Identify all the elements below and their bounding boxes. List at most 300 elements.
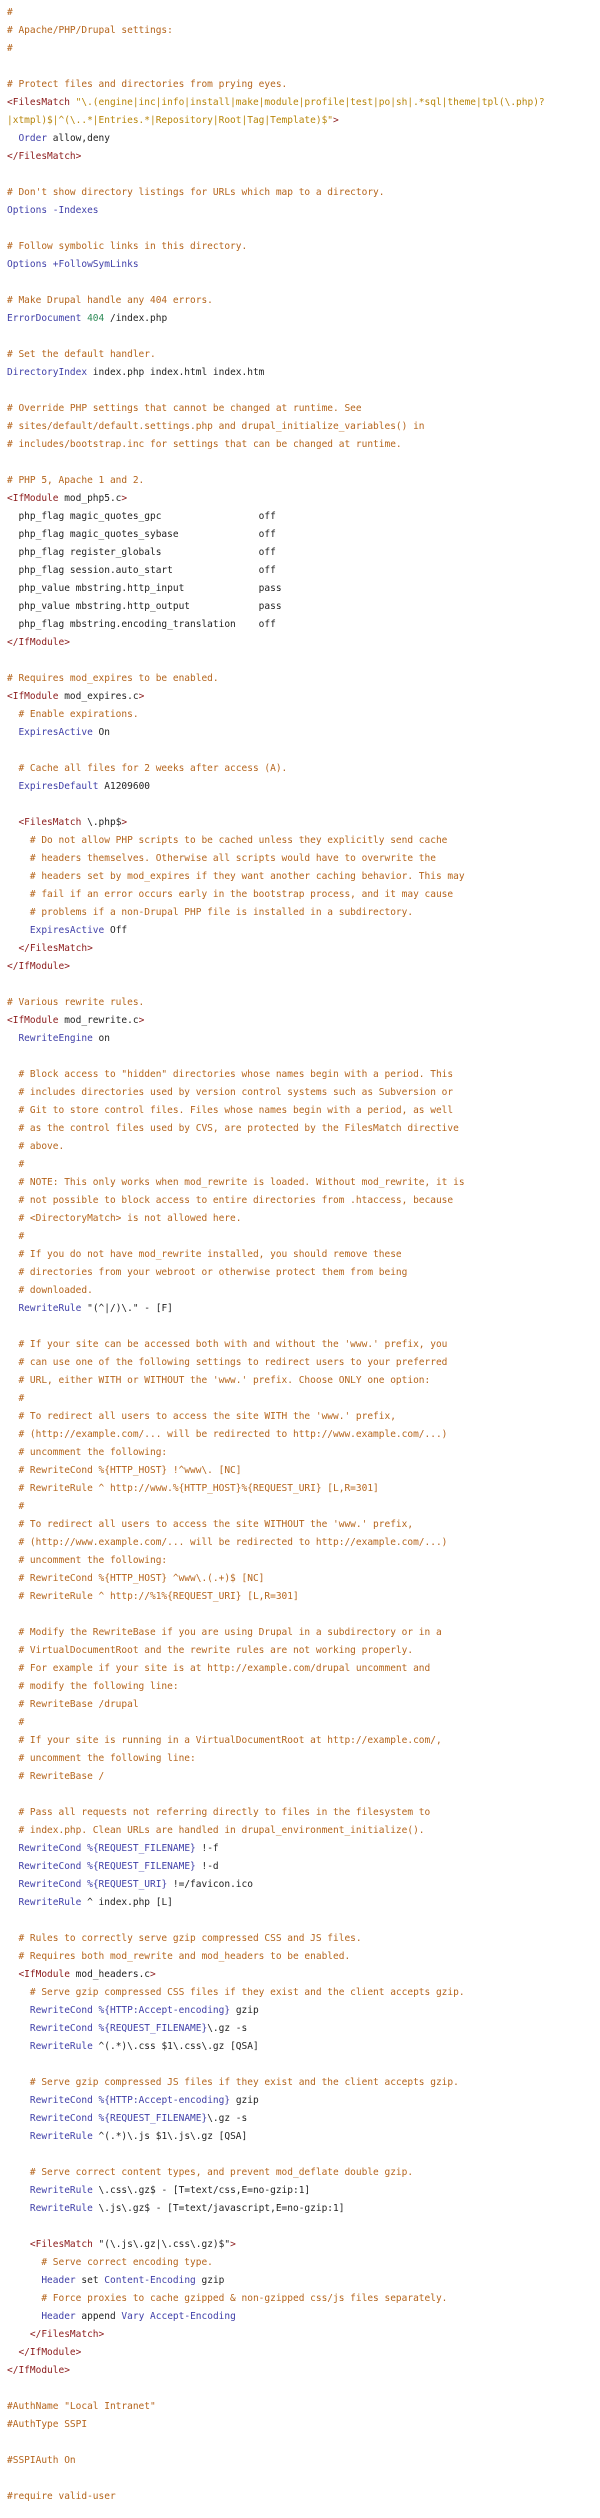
- code-line: [7, 1012, 600, 1030]
- code-token-section-tag: >: [230, 2239, 236, 2250]
- code-token-value: [7, 1303, 18, 1314]
- code-token-directive: Options: [7, 259, 48, 270]
- code-line: [7, 526, 600, 544]
- code-token-option: %{HTTP:Accept-encoding}: [92, 2005, 231, 2016]
- code-token-value: [7, 133, 18, 144]
- code-token-directive: RewriteRule: [29, 2185, 93, 2196]
- code-line: [7, 1390, 600, 1408]
- code-line: [7, 1084, 600, 1102]
- code-line: [7, 958, 600, 976]
- code-token-comment: # Override PHP settings that cannot be changed at runtime. See: [7, 403, 362, 414]
- code-token-value: php_flag session.auto_start off: [7, 565, 276, 576]
- code-token-comment: # directories from your webroot or otherwise protect them from being: [7, 1267, 408, 1278]
- code-token-comment: # NOTE: This only works when mod_rewrite is loaded. Without mod_rewrite, it is: [7, 1177, 465, 1188]
- code-token-section-tag: </FilesMatch>: [7, 151, 82, 162]
- code-token-value: gzip: [195, 2275, 225, 2286]
- code-token-directive: ErrorDocument: [7, 313, 82, 324]
- code-token-comment: # Enable expirations.: [7, 709, 139, 720]
- code-token-value: [7, 2005, 30, 2016]
- code-line: [7, 346, 600, 364]
- code-token-value: [7, 1897, 18, 1908]
- code-token-value: !=/favicon.ico: [167, 1879, 253, 1890]
- code-line: [7, 112, 600, 130]
- code-token-value: [7, 2113, 30, 2124]
- code-line: [7, 1372, 600, 1390]
- code-line: [7, 1318, 600, 1336]
- code-token-directive: Accept-Encoding: [150, 2311, 236, 2322]
- code-token-value: allow,deny: [47, 133, 110, 144]
- code-token-section-tag: </FilesMatch>: [18, 943, 93, 954]
- code-token-section-tag: <IfModule: [7, 1015, 59, 1026]
- code-line: [7, 1606, 600, 1624]
- code-line: [7, 184, 600, 202]
- code-line: [7, 490, 600, 508]
- code-token-section-tag: >: [138, 691, 145, 702]
- code-token-directive: Order: [18, 133, 48, 144]
- code-token-directive: Content-Encoding: [104, 2275, 196, 2286]
- code-line: [7, 94, 600, 112]
- code-line: [7, 1768, 600, 1786]
- code-line: [7, 1498, 600, 1516]
- code-token-directive: RewriteCond: [18, 1843, 82, 1854]
- code-line: [7, 2362, 600, 2380]
- code-token-value: [7, 2203, 30, 2214]
- code-token-comment: # Serve correct content types, and prevent mod_deflate double gzip.: [7, 2167, 414, 2178]
- code-line: [7, 580, 600, 598]
- code-line: [7, 58, 600, 76]
- code-token-comment: # Git to store control files. Files whose names begin with a period, as well: [7, 1105, 454, 1116]
- code-line: [7, 76, 600, 94]
- code-token-comment: # Apache/PHP/Drupal settings:: [7, 25, 173, 36]
- code-line: [7, 1984, 600, 2002]
- code-token-comment: # headers themselves. Otherwise all scripts would have to overwrite the: [7, 853, 436, 864]
- code-line: [7, 2326, 600, 2344]
- code-line: [7, 2092, 600, 2110]
- code-token-value: [7, 2185, 30, 2196]
- code-token-value: [7, 2131, 30, 2142]
- code-token-section-tag: >: [138, 1015, 145, 1026]
- code-token-comment: # Follow symbolic links in this directory.: [7, 241, 248, 252]
- code-line: [7, 2398, 600, 2416]
- code-token-directive: RewriteCond: [29, 2023, 93, 2034]
- code-token-comment: # uncomment the following:: [7, 1447, 168, 1458]
- code-token-comment: # To redirect all users to access the site WITHOUT the 'www.' prefix,: [7, 1519, 414, 1530]
- code-token-value: !-f: [195, 1843, 219, 1854]
- code-token-comment: # Requires both mod_rewrite and mod_headers to be enabled.: [7, 1951, 351, 1962]
- code-line: [7, 2218, 600, 2236]
- code-line: [7, 2254, 600, 2272]
- code-token-comment: # headers set by mod_expires if they want another caching behavior. This may: [7, 871, 465, 882]
- code-token-value: [7, 1861, 18, 1872]
- code-line: [7, 418, 600, 436]
- code-token-comment: # as the control files used by CVS, are protected by the FilesMatch directive: [7, 1123, 459, 1134]
- code-token-section-tag: <IfModule: [18, 1969, 70, 1980]
- code-line: [7, 328, 600, 346]
- code-line: [7, 886, 600, 904]
- code-token-comment: #: [7, 7, 13, 18]
- code-token-value: mod_rewrite.c: [58, 1015, 139, 1026]
- code-token-value: \.php$: [81, 817, 122, 828]
- code-token-value: !-d: [195, 1861, 219, 1872]
- code-token-comment: #: [7, 1717, 25, 1728]
- code-line: [7, 1408, 600, 1426]
- code-line: [7, 1642, 600, 1660]
- code-token-comment: #: [7, 1231, 25, 1242]
- code-token-option: %{REQUEST_FILENAME}: [92, 2023, 208, 2034]
- code-token-comment: # Don't show directory listings for URLs which map to a directory.: [7, 187, 385, 198]
- code-token-value: [7, 1843, 18, 1854]
- code-token-comment: # index.php. Clean URLs are handled in drupal_environment_initialize().: [7, 1825, 425, 1836]
- code-token-value: php_flag register_globals off: [7, 547, 276, 558]
- code-line: [7, 1516, 600, 1534]
- code-token-value: php_value mbstring.http_output pass: [7, 601, 282, 612]
- code-token-value: [7, 1969, 18, 1980]
- code-line: [7, 40, 600, 58]
- code-token-value: "(\.js\.gz|\.css\.gz)$": [92, 2239, 231, 2250]
- code-line: [7, 2164, 600, 2182]
- code-line: [7, 922, 600, 940]
- code-token-comment: # Do not allow PHP scripts to be cached unless they explicitly send cache: [7, 835, 448, 846]
- code-line: [7, 1696, 600, 1714]
- code-token-comment: # VirtualDocumentRoot and the rewrite rules are not working properly.: [7, 1645, 414, 1656]
- code-line: [7, 814, 600, 832]
- code-line: [7, 1840, 600, 1858]
- code-token-comment: # Cache all files for 2 weeks after access (A).: [7, 763, 288, 774]
- code-token-value: php_flag mbstring.encoding_translation off: [7, 619, 276, 630]
- code-token-value: \.js\.gz$ - [T=text/javascript,E=no-gzip:1]: [92, 2203, 345, 2214]
- code-token-section-tag: </IfModule>: [7, 961, 70, 972]
- code-line: [7, 1804, 600, 1822]
- code-line: [7, 670, 600, 688]
- code-token-comment: # If your site is running in a VirtualDocumentRoot at http://example.com/,: [7, 1735, 442, 1746]
- code-line: [7, 634, 600, 652]
- code-token-comment: # (http://example.com/... will be redirected to http://www.example.com/...): [7, 1429, 448, 1440]
- code-line: [7, 760, 600, 778]
- code-line: [7, 616, 600, 634]
- code-token-comment: # Serve gzip compressed JS files if they exist and the client accepts gzip.: [7, 2077, 459, 2088]
- code-token-directive: RewriteCond: [29, 2095, 93, 2106]
- code-token-section-tag: </IfModule>: [7, 637, 70, 648]
- code-token-directive: RewriteRule: [29, 2131, 93, 2142]
- code-token-option: %{REQUEST_FILENAME}: [81, 1861, 196, 1872]
- code-token-value: [7, 2311, 41, 2322]
- code-token-value: mod_php5.c: [58, 493, 122, 504]
- code-token-comment: # Rules to correctly serve gzip compressed CSS and JS files.: [7, 1933, 362, 1944]
- code-line: [7, 2002, 600, 2020]
- code-line: [7, 1102, 600, 1120]
- code-line: [7, 1876, 600, 1894]
- code-token-comment: # can use one of the following settings to redirect users to your preferred: [7, 1357, 448, 1368]
- code-line: [7, 1138, 600, 1156]
- code-line: [7, 1120, 600, 1138]
- code-token-comment: # For example if your site is at http://example.com/drupal uncomment and: [7, 1663, 431, 1674]
- code-line: [7, 2290, 600, 2308]
- code-line: [7, 202, 600, 220]
- code-line: [7, 2452, 600, 2470]
- code-line: [7, 2344, 600, 2362]
- code-token-value: ^(.*)\.css $1\.css\.gz [QSA]: [92, 2041, 259, 2052]
- code-token-comment: # If you do not have mod_rewrite installed, you should remove these: [7, 1249, 402, 1260]
- code-token-comment: # Requires mod_expires to be enabled.: [7, 673, 219, 684]
- code-line: [7, 688, 600, 706]
- code-token-comment: # <DirectoryMatch> is not allowed here.: [7, 1213, 242, 1224]
- code-token-comment: # To redirect all users to access the site WITH the 'www.' prefix,: [7, 1411, 396, 1422]
- code-line: [7, 2200, 600, 2218]
- code-line: [7, 2488, 600, 2506]
- code-line: [7, 2272, 600, 2290]
- code-line: [7, 976, 600, 994]
- code-token-value: On: [92, 727, 110, 738]
- code-line: [7, 2182, 600, 2200]
- code-token-comment: # RewriteCond %{HTTP_HOST} !^www\. [NC]: [7, 1465, 242, 1476]
- code-token-number: 404: [81, 313, 105, 324]
- code-line: [7, 2146, 600, 2164]
- code-line: [7, 1048, 600, 1066]
- code-line: [7, 1678, 600, 1696]
- code-line: [7, 130, 600, 148]
- code-line: [7, 1624, 600, 1642]
- code-line: [7, 400, 600, 418]
- code-line: [7, 1192, 600, 1210]
- code-token-directive: RewriteEngine: [18, 1033, 93, 1044]
- code-line: [7, 2110, 600, 2128]
- code-line: [7, 868, 600, 886]
- code-token-comment: # above.: [7, 1141, 65, 1152]
- code-token-string: |xtmpl)$|^(\..*|Entries.*|Repository|Root|Tag|Template)$": [7, 115, 334, 126]
- code-line: [7, 1336, 600, 1354]
- code-line: [7, 1264, 600, 1282]
- code-line: [7, 2380, 600, 2398]
- code-token-comment: # RewriteCond %{HTTP_HOST} ^www\.(.+)$ [NC]: [7, 1573, 265, 1584]
- code-token-value: /index.php: [104, 313, 168, 324]
- code-token-section-tag: >: [150, 1969, 156, 1980]
- code-token-option: %{REQUEST_FILENAME}: [92, 2113, 208, 2124]
- code-token-comment: # uncomment the following:: [7, 1555, 168, 1566]
- code-token-value: [7, 2239, 30, 2250]
- code-token-value: [7, 925, 30, 936]
- code-line: [7, 1912, 600, 1930]
- code-line: [7, 2056, 600, 2074]
- code-token-value: "(^|/)\." - [F]: [81, 1303, 173, 1314]
- code-token-comment: #AuthName "Local Intranet": [7, 2401, 156, 2412]
- code-token-directive: Header: [41, 2275, 76, 2286]
- code-token-option: -Indexes: [47, 205, 99, 216]
- code-token-directive: ExpiresActive: [29, 925, 105, 936]
- code-line: [7, 940, 600, 958]
- code-token-comment: #: [7, 1501, 25, 1512]
- code-line: [7, 1750, 600, 1768]
- code-token-value: \.gz -s: [207, 2113, 248, 2124]
- code-line: [7, 292, 600, 310]
- code-token-value: A1209600: [98, 781, 151, 792]
- code-line: [7, 364, 600, 382]
- code-token-directive: RewriteCond: [29, 2005, 93, 2016]
- code-token-value: ^ index.php [L]: [81, 1897, 173, 1908]
- code-line: [7, 472, 600, 490]
- code-token-value: gzip: [230, 2095, 259, 2106]
- code-line: [7, 508, 600, 526]
- code-token-value: Off: [104, 925, 128, 936]
- code-line: [7, 1156, 600, 1174]
- code-token-value: [7, 2329, 30, 2340]
- code-token-directive: Vary: [121, 2311, 145, 2322]
- code-token-value: [7, 817, 18, 828]
- code-line: [7, 2434, 600, 2452]
- code-line: [7, 1354, 600, 1372]
- code-line: [7, 2236, 600, 2254]
- code-token-value: \.gz -s: [207, 2023, 248, 2034]
- code-token-directive: Header: [41, 2311, 76, 2322]
- code-line: [7, 148, 600, 166]
- code-line: [7, 1300, 600, 1318]
- code-token-value: on: [92, 1033, 110, 1044]
- code-line: [7, 1660, 600, 1678]
- code-line: [7, 994, 600, 1012]
- code-token-value: php_value mbstring.http_input pass: [7, 583, 282, 594]
- code-line: [7, 1786, 600, 1804]
- code-token-comment: #require valid-user: [7, 2491, 116, 2502]
- code-token-directive: RewriteRule: [18, 1897, 82, 1908]
- code-token-directive: ExpiresActive: [18, 727, 93, 738]
- code-line: [7, 904, 600, 922]
- code-line: [7, 742, 600, 760]
- code-line: [7, 1030, 600, 1048]
- code-line: [7, 1210, 600, 1228]
- code-token-value: [7, 2023, 30, 2034]
- code-token-option: +FollowSymLinks: [47, 259, 139, 270]
- code-line: [7, 706, 600, 724]
- code-token-option: %{REQUEST_URI}: [81, 1879, 168, 1890]
- code-token-directive: RewriteCond: [18, 1861, 82, 1872]
- code-token-comment: # Serve gzip compressed CSS files if they exist and the client accepts gzip.: [7, 1987, 465, 1998]
- code-line: [7, 4, 600, 22]
- code-token-section-tag: >: [333, 115, 339, 126]
- code-token-option: %{HTTP:Accept-encoding}: [92, 2095, 231, 2106]
- code-token-directive: RewriteCond: [29, 2113, 93, 2124]
- code-token-value: php_flag magic_quotes_gpc off: [7, 511, 276, 522]
- code-line: [7, 1174, 600, 1192]
- code-token-comment: # Pass all requests not referring directly to files in the filesystem to: [7, 1807, 431, 1818]
- code-token-section-tag: </FilesMatch>: [29, 2329, 105, 2340]
- code-line: [7, 796, 600, 814]
- code-token-value: [7, 2347, 18, 2358]
- code-token-comment: # PHP 5, Apache 1 and 2.: [7, 475, 145, 486]
- code-line: [7, 436, 600, 454]
- code-token-comment: # Block access to "hidden" directories whose names begin with a period. This: [7, 1069, 454, 1080]
- code-line: [7, 382, 600, 400]
- code-line: [7, 1462, 600, 1480]
- code-token-comment: # (http://www.example.com/... will be redirected to http://example.com/...): [7, 1537, 448, 1548]
- code-line: [7, 850, 600, 868]
- code-token-option: %{REQUEST_FILENAME}: [81, 1843, 196, 1854]
- code-token-value: set: [75, 2275, 105, 2286]
- code-token-comment: # problems if a non-Drupal PHP file is installed in a subdirectory.: [7, 907, 414, 918]
- code-line: [7, 544, 600, 562]
- code-line: [7, 1858, 600, 1876]
- code-token-comment: # Various rewrite rules.: [7, 997, 145, 1008]
- code-token-directive: RewriteRule: [29, 2203, 93, 2214]
- code-line: [7, 832, 600, 850]
- code-token-comment: # uncomment the following line:: [7, 1753, 196, 1764]
- code-token-comment: # Force proxies to cache gzipped & non-gzipped css/js files separately.: [7, 2293, 448, 2304]
- code-token-value: [7, 2041, 30, 2052]
- code-token-value: [7, 943, 18, 954]
- code-line: [7, 1948, 600, 1966]
- code-token-comment: # includes directories used by version control systems such as Subversion or: [7, 1087, 454, 1098]
- code-token-comment: # RewriteRule ^ http://www.%{HTTP_HOST}%{REQUEST_URI} [L,R=301]: [7, 1483, 379, 1494]
- code-line: [7, 1588, 600, 1606]
- code-line: [7, 2416, 600, 2434]
- code-token-directive: RewriteRule: [18, 1303, 82, 1314]
- code-line: [7, 724, 600, 742]
- code-line: [7, 2470, 600, 2488]
- code-line: [7, 2038, 600, 2056]
- code-token-comment: # sites/default/default.settings.php and drupal_initialize_variables() in: [7, 421, 425, 432]
- code-token-comment: # Set the default handler.: [7, 349, 156, 360]
- code-line: [7, 1228, 600, 1246]
- code-token-comment: # includes/bootstrap.inc for settings that can be changed at runtime.: [7, 439, 402, 450]
- code-line: [7, 1534, 600, 1552]
- code-token-comment: #SSPIAuth On: [7, 2455, 76, 2466]
- code-line: [7, 652, 600, 670]
- code-line: [7, 1570, 600, 1588]
- code-line: [7, 562, 600, 580]
- code-line: [7, 256, 600, 274]
- code-line: [7, 1480, 600, 1498]
- code-token-directive: RewriteCond: [18, 1879, 82, 1890]
- code-line: [7, 166, 600, 184]
- code-line: [7, 454, 600, 472]
- code-token-comment: # fail if an error occurs early in the bootstrap process, and it may cause: [7, 889, 454, 900]
- code-token-section-tag: >: [121, 817, 128, 828]
- code-line: [7, 1444, 600, 1462]
- code-line: [7, 274, 600, 292]
- code-token-comment: # URL, either WITH or WITHOUT the 'www.' prefix. Choose ONLY one option:: [7, 1375, 431, 1386]
- code-line: [7, 1732, 600, 1750]
- code-token-value: [7, 2275, 41, 2286]
- code-line: [7, 1246, 600, 1264]
- code-token-comment: # If your site can be accessed both with and without the 'www.' prefix, you: [7, 1339, 448, 1350]
- code-token-comment: # Make Drupal handle any 404 errors.: [7, 295, 213, 306]
- code-token-value: [7, 727, 18, 738]
- code-token-comment: # Protect files and directories from prying eyes.: [7, 79, 288, 90]
- code-line: [7, 2308, 600, 2326]
- code-line: [7, 22, 600, 40]
- code-line: [7, 2128, 600, 2146]
- code-line: [7, 1930, 600, 1948]
- code-token-comment: # Serve correct encoding type.: [7, 2257, 213, 2268]
- code-token-value: [7, 1879, 18, 1890]
- code-token-comment: # modify the following line:: [7, 1681, 179, 1692]
- code-token-value: mod_headers.c: [69, 1969, 151, 1980]
- code-token-directive: ExpiresDefault: [18, 781, 99, 792]
- code-token-comment: # RewriteBase /drupal: [7, 1699, 139, 1710]
- code-line: [7, 310, 600, 328]
- code-token-comment: # downloaded.: [7, 1285, 93, 1296]
- code-token-section-tag: >: [121, 493, 128, 504]
- code-line: [7, 1552, 600, 1570]
- code-token-section-tag: </IfModule>: [18, 2347, 82, 2358]
- code-token-comment: # RewriteBase /: [7, 1771, 105, 1782]
- code-token-value: ^(.*)\.js $1\.js\.gz [QSA]: [92, 2131, 248, 2142]
- code-token-section-tag: <FilesMatch: [29, 2239, 93, 2250]
- code-token-comment: #: [7, 43, 13, 54]
- code-token-comment: # not possible to block access to entire directories from .htaccess, because: [7, 1195, 454, 1206]
- code-line: [7, 2074, 600, 2092]
- code-token-comment: #: [7, 1393, 25, 1404]
- code-token-value: gzip: [230, 2005, 259, 2016]
- code-token-directive: Options: [7, 205, 48, 216]
